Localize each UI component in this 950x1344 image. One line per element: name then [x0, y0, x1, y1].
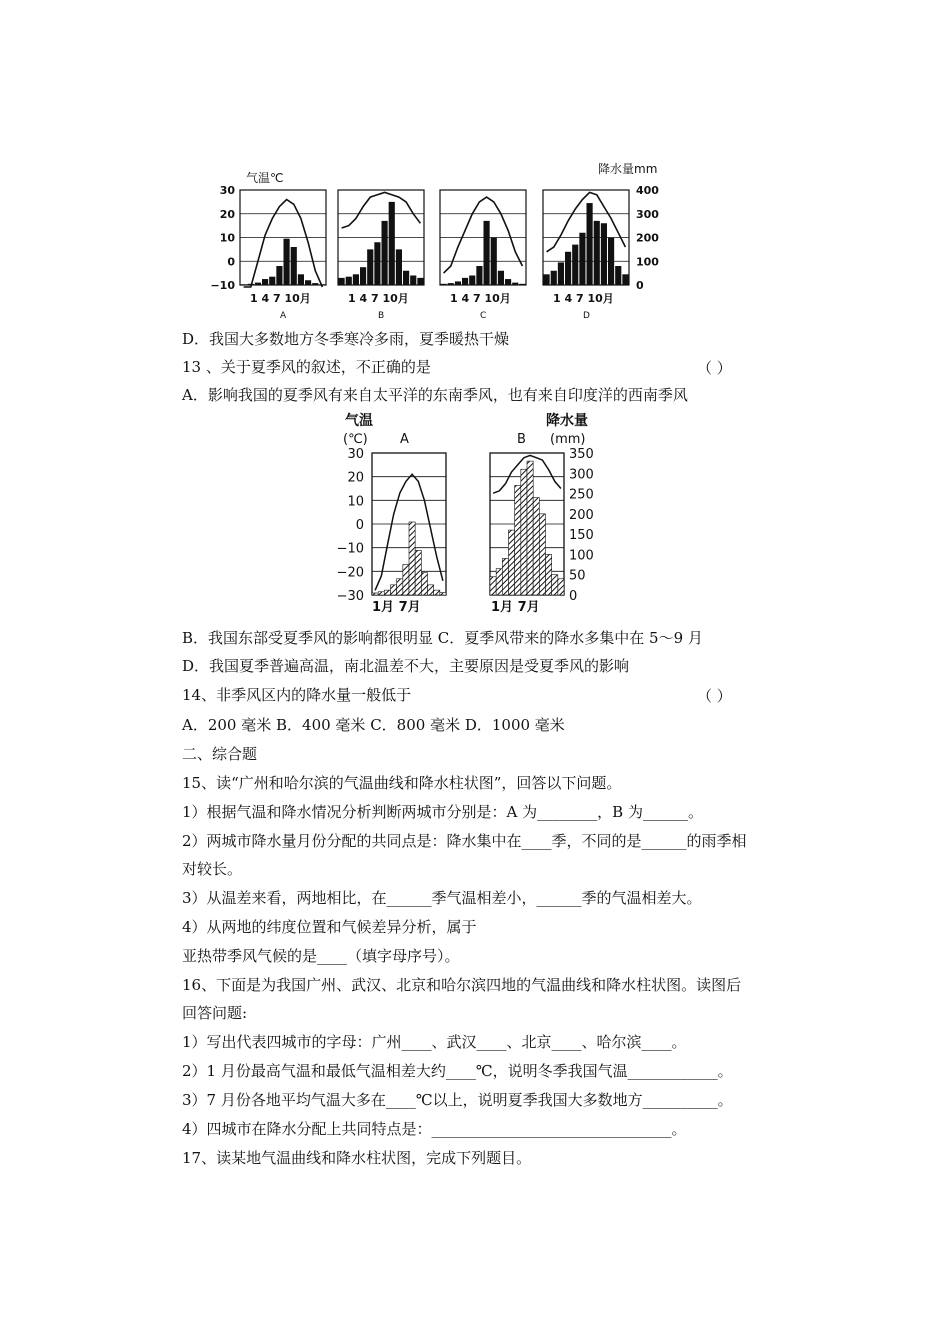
month-label: 1 4 7 10月 [250, 292, 311, 305]
precip-bar [551, 271, 557, 285]
precip-bar [462, 278, 468, 285]
panel-b-label: B [517, 432, 526, 447]
precip-bar [255, 283, 261, 285]
option-d-line: D．我国大多数地方冬季寒冷多雨，夏季暖热干燥 [182, 330, 510, 348]
q16-part-2: 2）1 月份最高气温和最低气温相差大约____℃，说明冬季我国气温____________。 [182, 1062, 733, 1080]
precip-bar [403, 271, 409, 285]
precip-bar [594, 221, 600, 285]
option-d-line-2: D．我国夏季普遍高温，南北温差不大，主要原因是受夏季风的影响 [182, 657, 630, 675]
precip-bar [533, 498, 539, 595]
precip-bar [360, 267, 366, 285]
precip-tick-label: 100 [569, 548, 594, 564]
temp-axis-label: 气温 [345, 413, 373, 429]
panel-label: D [583, 311, 590, 321]
question-15: 15、读“广州和哈尔滨的气温曲线和降水柱状图”，回答以下问题。 [182, 774, 622, 792]
precip-bar [417, 278, 423, 285]
panel-d [543, 190, 629, 285]
temp-tick-label: 0 [227, 255, 235, 269]
question-14: 14、非季风区内的降水量一般低于 [182, 686, 412, 704]
panel-label: C [480, 311, 487, 321]
precip-bar [346, 277, 352, 285]
precip-bar [579, 233, 585, 285]
panel-b [338, 190, 424, 285]
precip-bar [241, 284, 247, 285]
precip-bar [490, 577, 496, 595]
temp-tick-label: −30 [336, 589, 364, 604]
precip-bar [469, 276, 475, 286]
precip-bar [415, 550, 421, 595]
q15-part-3: 3）从温差来看，两地相比，在______季气温相差小，______季的气温相差大。 [182, 889, 702, 907]
climate-chart-abcd [200, 158, 670, 323]
answer-paren-13: （ ） [697, 359, 732, 377]
precip-bar [428, 585, 434, 595]
temp-tick-label: 30 [347, 447, 364, 462]
precip-bar [305, 280, 311, 285]
section-heading: 二、综合题 [182, 745, 258, 763]
precip-tick-label: 300 [569, 467, 594, 483]
precip-bar [367, 249, 373, 285]
question-17: 17、读某地气温曲线和降水柱状图，完成下列题目。 [182, 1149, 532, 1167]
temp-tick-label: 20 [219, 207, 235, 221]
q15-part-2-cont: 对较长。 [182, 860, 243, 878]
option-bc-line: B．我国东部受夏季风的影响都很明显 C．夏季风带来的降水多集中在 5～9 月 [182, 629, 703, 647]
precip-bar [372, 593, 378, 595]
precip-bar [552, 575, 558, 595]
temp-tick-label: 20 [347, 470, 364, 486]
precip-axis-label: 降水量mm [598, 162, 658, 176]
precip-bar [546, 554, 552, 595]
precip-bar [382, 221, 388, 285]
panel-a [240, 190, 326, 287]
precip-bar [374, 242, 380, 285]
temp-tick-label: 10 [219, 231, 235, 245]
precip-bar [484, 221, 490, 285]
temp-curve [342, 192, 421, 228]
precip-tick-label: 0 [569, 589, 578, 604]
precip-bar [491, 238, 497, 286]
precip-bar [502, 558, 508, 595]
precip-bar [410, 276, 416, 286]
precip-bar [397, 579, 403, 595]
panel-label: B [378, 311, 385, 321]
month-label: 1 4 7 10月 [348, 292, 409, 305]
precip-unit-label: (mm) [550, 432, 586, 447]
precip-bar [409, 522, 415, 595]
temp-tick-label: −10 [336, 541, 364, 557]
precip-tick-label: 0 [636, 279, 644, 292]
precip-bar [319, 284, 325, 285]
precip-bar [384, 590, 390, 595]
temp-curve [244, 200, 323, 288]
temp-unit-label: (℃) [343, 432, 368, 447]
precip-bar [519, 284, 525, 285]
question-16-cont: 回答问题: [182, 1004, 248, 1022]
precip-tick-label: 200 [636, 231, 659, 245]
panel-a [372, 453, 446, 595]
precip-bar [558, 262, 564, 285]
month-label-a: 1月 7月 [372, 600, 421, 615]
temp-curve [444, 197, 523, 273]
temp-tick-label: 30 [219, 184, 235, 197]
precip-bar [498, 271, 504, 285]
panel-a-label: A [400, 432, 409, 447]
precip-tick-label: 200 [569, 507, 594, 523]
precip-bar [262, 279, 268, 285]
precip-bar [440, 593, 446, 595]
q16-part-1: 1）写出代表四城市的字母：广州____、武汉____、北京____、哈尔滨____。 [182, 1033, 687, 1051]
q15-part-4-cont: 亚热带季风气候的是____（填字母序号）。 [182, 947, 460, 965]
temp-tick-label: 10 [347, 494, 364, 510]
precip-tick-label: 350 [569, 447, 594, 462]
precip-bar [505, 279, 511, 285]
answer-paren-14: （ ） [697, 687, 732, 705]
precip-bar [448, 283, 454, 285]
month-label-b: 1月 7月 [491, 600, 540, 615]
precip-bar [455, 281, 461, 285]
precip-tick-label: 50 [569, 568, 586, 584]
precip-tick-label: 150 [569, 528, 594, 544]
precip-bar [601, 223, 607, 285]
precip-bar [521, 469, 527, 595]
temp-tick-label: −20 [336, 565, 364, 581]
precip-bar [572, 245, 578, 285]
precip-bar [615, 266, 621, 285]
precip-bar [476, 266, 482, 285]
precip-bar [515, 485, 521, 595]
precip-bar [269, 277, 275, 285]
question-16: 16、下面是为我国广州、武汉、北京和哈尔滨四地的气温曲线和降水柱状图。读图后 [182, 976, 742, 994]
q16-part-3: 3）7 月份各地平均气温大多在____℃以上，说明夏季我国大多数地方__________。 [182, 1091, 733, 1109]
precip-bar [509, 530, 515, 595]
precip-bar [298, 274, 304, 285]
question-13: 13 、关于夏季风的叙述，不正确的是 [182, 358, 431, 376]
precip-bar [441, 284, 447, 285]
precip-bar [403, 565, 409, 595]
precip-bar [622, 274, 628, 285]
precip-bar [587, 203, 593, 285]
precip-bar [544, 274, 550, 285]
temp-tick-label: 0 [355, 518, 364, 533]
precip-tick-label: 300 [636, 207, 659, 221]
q15-part-2: 2）两城市降水量月份分配的共同点是：降水集中在____季，不同的是______的雨季相 [182, 832, 747, 850]
climate-chart-ab [330, 405, 610, 620]
q16-part-4: 4）四城市在降水分配上共同特点是：________________________________。 [182, 1120, 687, 1138]
precip-bar [496, 569, 502, 595]
precip-bar [389, 202, 395, 285]
precip-bar [378, 592, 384, 595]
month-label: 1 4 7 10月 [450, 292, 511, 305]
precip-bar [276, 266, 282, 285]
option-a-line: A．影响我国的夏季风有来自太平洋的东南季风，也有来自印度洋的西南季风 [182, 386, 688, 404]
precip-bar [512, 283, 518, 285]
precip-bar [353, 274, 359, 285]
precip-bar [608, 238, 614, 286]
panel-label: A [280, 311, 287, 321]
precip-bar [284, 239, 290, 285]
precip-bar [396, 249, 402, 285]
month-label: 1 4 7 10月 [553, 292, 614, 305]
precip-tick-label: 100 [636, 255, 659, 269]
precip-bar [527, 461, 533, 595]
q15-part-4: 4）从两地的纬度位置和气候差异分析，属于 [182, 918, 477, 936]
precip-axis-label: 降水量 [546, 413, 588, 429]
temp-axis-label: 气温℃ [246, 171, 284, 185]
precip-bar [291, 247, 297, 285]
q15-part-1: 1）根据气温和降水情况分析判断两城市分别是：A 为________，B 为______。 [182, 803, 703, 821]
precip-tick-label: 400 [636, 184, 659, 197]
panel-b [490, 453, 564, 595]
precip-tick-label: 250 [569, 487, 594, 503]
precip-bar [434, 590, 440, 595]
question-14-options: A．200 毫米 B．400 毫米 C．800 毫米 D．1000 毫米 [182, 716, 565, 734]
precip-bar [312, 283, 318, 285]
temp-tick-label: −10 [210, 279, 235, 292]
precip-bar [421, 573, 427, 595]
panel-c [440, 190, 526, 285]
precip-bar [339, 278, 345, 285]
precip-bar [539, 514, 545, 595]
precip-bar [391, 585, 397, 595]
precip-bar [565, 252, 571, 285]
precip-bar [558, 579, 564, 595]
